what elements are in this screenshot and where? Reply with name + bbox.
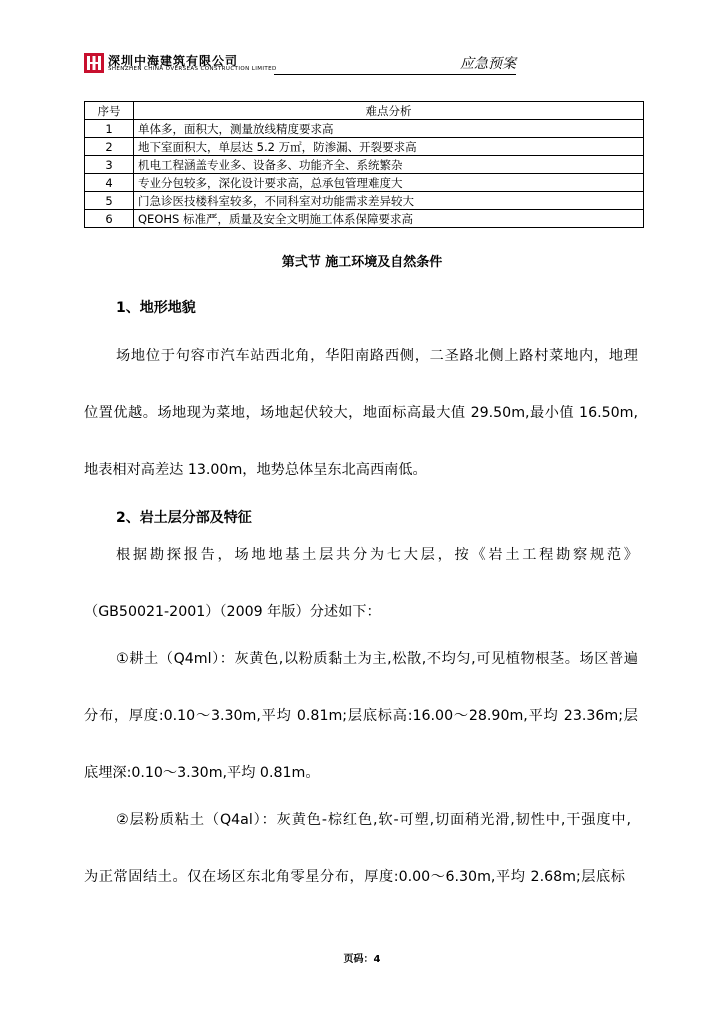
- column-header-analysis: 难点分析: [134, 102, 644, 120]
- paragraph-line: 场地位于句容市汽车站西北角，华阳南路西侧，二圣路北侧上路村菜地内，地理: [116, 348, 638, 364]
- row-text: 地下室面积大，单层达 5.2 万㎡，防渗漏、开裂要求高: [134, 138, 644, 156]
- page-number: 页码：4: [343, 954, 381, 965]
- row-text: 单体多，面积大，测量放线精度要求高: [134, 120, 644, 138]
- document-type: 应急预案: [460, 56, 516, 72]
- paragraph-line: ①耕土（Q4ml）：灰黄色,以粉质黏土为主,松散,不均匀,可见植物根茎。场区普遍: [116, 651, 638, 667]
- row-number: 5: [85, 192, 134, 210]
- table-row: [85, 120, 644, 138]
- page-header: [84, 50, 516, 78]
- column-header-no: 序号: [85, 102, 134, 120]
- row-number: 4: [85, 174, 134, 192]
- paragraph-line: 地表相对高差达 13.00m，地势总体呈东北高西南低。: [84, 462, 427, 478]
- paragraph-line: 根据勘探报告，场地地基土层共分为七大层，按《岩土工程勘察规范》: [116, 547, 638, 563]
- paragraph-line: 分布，厚度:0.10～3.30m,平均 0.81m;层底标高:16.00～28.90m,平均 23.36m;层: [84, 708, 638, 724]
- company-name-cn: 深圳中海建筑有限公司: [108, 54, 239, 68]
- paragraph-line: 位置优越。场地现为菜地，场地起伏较大，地面标高最大值 29.50m,最小值 16.50m,: [84, 405, 638, 421]
- section-title: 第弍节 施工环境及自然条件: [281, 255, 443, 270]
- difficulty-table: [84, 101, 644, 228]
- row-text: 门急诊医技楼科室较多，不同科室对功能需求差异较大: [134, 192, 644, 210]
- row-text: 专业分包较多，深化设计要求高，总承包管理难度大: [134, 174, 644, 192]
- row-number: 3: [85, 156, 134, 174]
- paragraph-line: ②层粉质粘土（Q4al）：灰黄色-棕红色,软-可塑,切面稍光滑,韧性中,干强度中,: [116, 812, 631, 828]
- table-row: [85, 156, 644, 174]
- table-row: [85, 174, 644, 192]
- row-number: 2: [85, 138, 134, 156]
- row-number: 1: [85, 120, 134, 138]
- company-name-en: SHENZHEN CHINA OVERSEAS CONSTRUCTION LIMITED: [108, 66, 277, 72]
- row-text: 机电工程涵盖专业多、设备多、功能齐全、系统繁杂: [134, 156, 644, 174]
- row-number: 6: [85, 210, 134, 228]
- table-row: [85, 210, 644, 228]
- header-divider: [274, 74, 516, 75]
- row-text: QEOHS 标准严，质量及安全文明施工体系保障要求高: [134, 210, 644, 228]
- paragraph-line: 为正常固结土。仅在场区东北角零星分布，厚度:0.00～6.30m,平均 2.68m;层底标: [84, 869, 625, 885]
- paragraph-line: （GB50021-2001）（2009 年版）分述如下：: [84, 604, 381, 620]
- paragraph-line: 底埋深:0.10～3.30m,平均 0.81m。: [84, 765, 320, 781]
- table-row: [85, 192, 644, 210]
- table-header-row: [85, 102, 644, 120]
- table-row: [85, 138, 644, 156]
- subsection-heading-soil: 2、岩土层分部及特征: [116, 510, 252, 526]
- subsection-heading-terrain: 1、地形地貌: [116, 300, 196, 316]
- company-logo-icon: [84, 53, 104, 73]
